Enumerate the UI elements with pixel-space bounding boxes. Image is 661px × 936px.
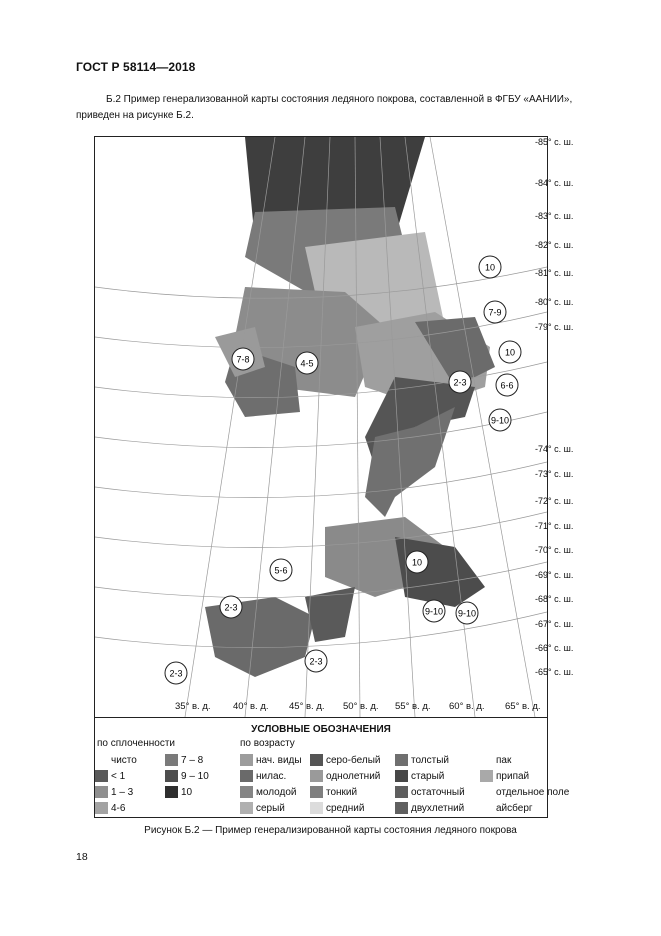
longitude-label: 50° в. д. [343, 701, 379, 712]
legend-item [240, 770, 286, 784]
legend-item [95, 802, 125, 816]
legend-label: пак [496, 755, 512, 766]
latitude-label: -79° с. ш. [535, 322, 574, 332]
legend-swatch [395, 754, 408, 766]
concentration-marker-label: 7-9 [488, 307, 502, 318]
legend-label: однолетний [326, 771, 381, 782]
latitude-label: -71° с. ш. [535, 521, 574, 531]
legend-swatch [240, 770, 253, 782]
legend-item [395, 754, 449, 768]
legend-swatch [395, 770, 408, 782]
latitude-label: -83° с. ш. [535, 211, 574, 221]
legend-label: нилас. [256, 771, 287, 782]
legend-swatch [95, 802, 108, 814]
legend-item [480, 770, 529, 784]
latitude-label: -72° с. ш. [535, 496, 574, 506]
legend-swatch [95, 770, 108, 782]
legend-item [480, 802, 533, 816]
legend-swatch [95, 786, 108, 798]
legend-item [480, 786, 569, 800]
longitude-label: 40° в. д. [233, 701, 269, 712]
latitude-label: -80° с. ш. [535, 297, 574, 307]
legend-label: 4-6 [111, 803, 126, 814]
legend-title: УСЛОВНЫЕ ОБОЗНАЧЕНИЯ [251, 724, 391, 735]
legend-label: серо-белый [326, 755, 381, 766]
legend-item [165, 786, 192, 800]
concentration-marker-label: 9-10 [424, 606, 444, 617]
page-number: 18 [76, 851, 88, 863]
legend-label: чисто [111, 755, 137, 766]
map-legend [94, 716, 570, 818]
legend-label: айсберг [496, 803, 533, 814]
latitude-label: -68° с. ш. [535, 594, 574, 604]
legend-label: 7 – 8 [181, 755, 204, 766]
latitude-label: -85° с. ш. [535, 137, 574, 147]
legend-item [95, 754, 137, 768]
longitude-label: 60° в. д. [449, 701, 485, 712]
legend-label: 1 – 3 [111, 787, 134, 798]
legend-age-heading: по возрасту [240, 738, 295, 749]
legend-swatch [165, 754, 178, 766]
legend-swatch [310, 754, 323, 766]
legend-item [310, 786, 357, 800]
legend-label: < 1 [111, 771, 126, 782]
legend-label: двухлетний [411, 803, 465, 814]
concentration-marker-label: 2-3 [453, 377, 467, 388]
legend-label: 9 – 10 [181, 771, 209, 782]
legend-swatch [240, 802, 253, 814]
legend-swatch [310, 802, 323, 814]
legend-swatch [480, 770, 493, 782]
intro-paragraph: Б.2 Пример генерализованной карты состояния ледяного покрова, составленной в ФГБУ «ААНИИ», приведен на рисунке Б.2. [76, 94, 573, 121]
latitude-label: -69° с. ш. [535, 570, 574, 580]
concentration-marker-label: 10 [484, 262, 496, 273]
standard-header: ГОСТ Р 58114—2018 [76, 60, 196, 74]
legend-item [310, 770, 380, 784]
ice-chart-map [94, 136, 574, 718]
concentration-marker-label: 4-5 [300, 358, 314, 369]
legend-swatch [240, 754, 253, 766]
legend-item [310, 802, 364, 816]
concentration-marker-label: 6-6 [500, 380, 514, 391]
latitude-label: -73° с. ш. [535, 469, 574, 479]
legend-item [480, 754, 511, 768]
legend-swatch [165, 786, 178, 798]
latitude-label: -66° с. ш. [535, 643, 574, 653]
legend-item [240, 802, 285, 816]
legend-item [95, 770, 125, 784]
legend-label: припай [496, 771, 530, 782]
longitude-label: 35° в. д. [175, 701, 211, 712]
legend-swatch [240, 786, 253, 798]
legend-item [165, 770, 209, 784]
longitude-label: 55° в. д. [395, 701, 431, 712]
latitude-label: -84° с. ш. [535, 178, 574, 188]
legend-swatch [165, 770, 178, 782]
concentration-marker-label: 2-3 [224, 602, 238, 613]
legend-item [95, 786, 133, 800]
concentration-marker-label: 2-3 [309, 656, 323, 667]
legend-item [395, 786, 465, 800]
latitude-label: -81° с. ш. [535, 268, 574, 278]
map-canvas [95, 137, 547, 717]
legend-item [240, 754, 302, 768]
legend-label: молодой [256, 787, 297, 798]
legend-label: тонкий [326, 787, 358, 798]
legend-item [395, 802, 464, 816]
latitude-label: -82° с. ш. [535, 240, 574, 250]
legend-label: отдельное поле [496, 787, 570, 798]
legend-label: средний [326, 803, 365, 814]
legend-swatch [310, 786, 323, 798]
legend-label: серый [256, 803, 285, 814]
concentration-marker-label: 5-6 [274, 565, 288, 576]
longitude-label: 65° в. д. [505, 701, 541, 712]
latitude-label: -65° с. ш. [535, 667, 574, 677]
legend-label: старый [411, 771, 445, 782]
legend-item [240, 786, 297, 800]
latitude-label: -70° с. ш. [535, 545, 574, 555]
legend-item [165, 754, 203, 768]
latitude-label: -74° с. ш. [535, 444, 574, 454]
concentration-marker-label: 7-8 [236, 354, 250, 365]
legend-label: 10 [181, 787, 193, 798]
concentration-marker-label: 2-3 [169, 668, 183, 679]
legend-swatch [310, 770, 323, 782]
figure-caption: Рисунок Б.2 — Пример генерализированной карты состояния ледяного покрова [144, 825, 517, 836]
legend-swatch [395, 786, 408, 798]
legend-item [310, 754, 380, 768]
concentration-marker-label: 9-10 [490, 415, 510, 426]
yamal-fast-ice [395, 537, 485, 607]
legend-label: толстый [411, 755, 449, 766]
legend-label: нач. виды [256, 755, 302, 766]
concentration-marker-label: 10 [504, 347, 516, 358]
legend-concentration-heading: по сплоченности [97, 738, 176, 749]
concentration-marker-label: 9-10 [457, 608, 477, 619]
legend-label: остаточный [411, 787, 465, 798]
longitude-label: 45° в. д. [289, 701, 325, 712]
legend-item [395, 770, 444, 784]
concentration-marker-label: 10 [411, 557, 423, 568]
latitude-label: -67° с. ш. [535, 619, 574, 629]
legend-swatch [395, 802, 408, 814]
